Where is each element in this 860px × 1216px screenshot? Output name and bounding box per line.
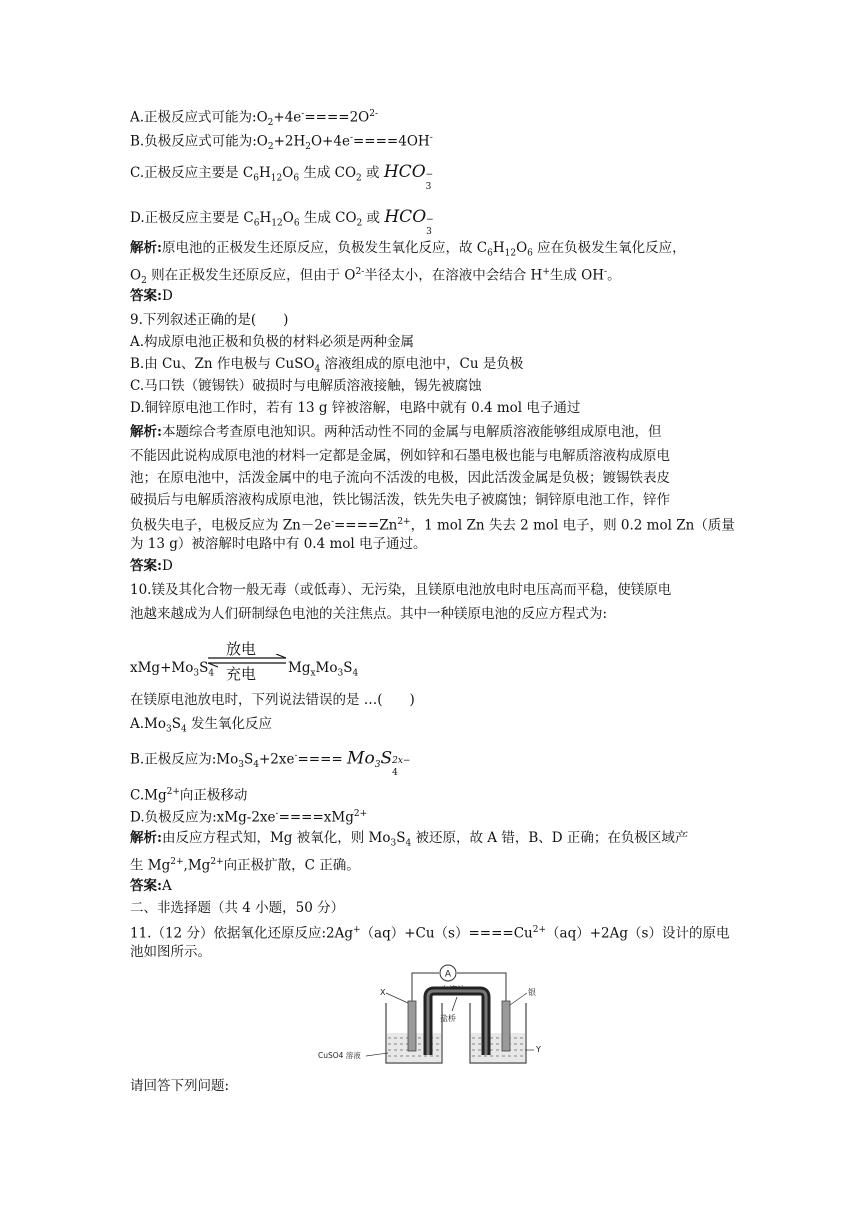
q8-option-d: D.正极反应主要是 $C_6H_{12}O_6$ 生成 $CO_2$ 或 HCO − 3 <box>130 207 434 237</box>
q11-stem-line1: 11.（12 分）依据氧化还原反应$:2Ag^+(aq)+Cu(s)====Cu^{2+}(aq)+2Ag(s)$设计的原电 <box>130 925 730 942</box>
q10-question: 在镁原电池放电时，下列说法错误的是 …( ) <box>130 692 415 708</box>
hco3-formula: HCO <box>383 162 426 182</box>
silver-label: 银 <box>528 988 536 997</box>
q9-answer: 答案:D <box>130 558 173 574</box>
electrode-x <box>408 1001 416 1051</box>
q8-analysis-line1: 解析:原电池的正极发生还原反应，负极发生氧化反应，故 $C_6H_{12}O_6$ 应在负极发生氧化反应， <box>130 240 686 259</box>
ammeter-label: A <box>444 969 452 980</box>
galvanic-cell-diagram <box>316 963 548 1073</box>
electrode-silver <box>502 1001 510 1051</box>
q9-stem: 9.下列叙述正确的是( ) <box>130 312 289 328</box>
q9-analysis-line2: 不能因此说构成原电池的材料一定都是金属，例如锌和石墨电极也能与电解质溶液构成原电 <box>130 448 670 464</box>
equation-right: $Mg_xMo_3S_4$ <box>288 660 359 679</box>
q10-analysis-line1: 解析:由反应方程式知，Mg 被氧化，则 $Mo_3S_4$ 被还原，故 A 错，B、D 正确；在负极区域产 <box>130 830 689 849</box>
q9-analysis-line6: 为 13 g）被溶解时电路中有 0.4 mol 电子通过。 <box>130 536 427 552</box>
reaction-equation <box>130 636 430 684</box>
q8-option-c: C.正极反应主要是 $C_6H_{12}O_6$ 生成 $CO_2$ 或 HCO − 3 <box>130 162 434 192</box>
right-solution <box>471 1033 525 1062</box>
q8-option-a: A.正极反应式可能为$:O_2+4e^-====2O^{2-}$ <box>130 109 379 129</box>
q10-analysis-line2: 生 $Mg^{2+},Mg^{2+}$向正极扩散，C 正确。 <box>130 857 360 874</box>
q9-analysis-line1: 解析:本题综合考查原电池知识。两种活动性不同的金属与电解质溶液能够组成原电池，但 <box>130 424 662 440</box>
equation-charge-label: 充电 <box>226 665 257 683</box>
q9-option-b: B.由 Cu、Zn 作电极与 CuSO$_4$ 溶液组成的原电池中，Cu 是负极 <box>130 356 524 375</box>
q10-answer: 答案:A <box>130 878 172 894</box>
q9-analysis-line3: 池；在原电池中，活泼金属中的电子流向不活泼的电极，因此活泼金属是负极；镀锡铁表皮 <box>130 470 670 486</box>
q10-option-d: D.负极反应为:xMg-2xe-====xMg$^{2+}$ <box>130 809 368 826</box>
q8-answer: 答案:D <box>130 288 173 304</box>
y-label: Y <box>536 1045 541 1054</box>
q9-option-d: D.铜锌原电池工作时，若有 13 g 锌被溶解，电路中就有 0.4 mol 电子通过 <box>130 400 581 416</box>
salt-bridge-label: 盐桥 <box>440 1014 456 1023</box>
q11-prompt: 请回答下列问题: <box>130 1078 230 1094</box>
q10-option-a: $A.Mo_3S_4$ 发生氧化反应 <box>130 716 273 735</box>
q8-option-b: B.负极反应式可能为$:O_2+2H_2O+4e^-====4OH^-$ <box>130 133 433 153</box>
q9-analysis-line4: 破损后与电解质溶液构成原电池，铁比锡活泼，铁先失电子被腐蚀；铜锌原电池工作，锌作 <box>130 492 670 508</box>
equation-discharge-label: 放电 <box>226 640 257 658</box>
q9-option-c: C.马口铁（镀锡铁）破损时与电解质溶液接触，锡先被腐蚀 <box>130 378 482 394</box>
q10-option-c: $C.Mg^{2+}$向正极移动 <box>130 787 248 804</box>
hco3-formula: HCO <box>384 207 427 227</box>
q10-option-b: B.正极反应为$:Mo_3S_4+2xe^-==== Mo_3S$ 2x− 4 <box>130 748 411 779</box>
q10-stem-line1: 10.镁及其化合物一般无毒（或低毒）、无污染，且镁原电池放电时电压高而平稳，使镁原电 <box>130 582 672 598</box>
q9-option-a: A.构成原电池正极和负极的材料必须是两种金属 <box>130 334 415 350</box>
q11-stem-line2: 池如图所示。 <box>130 944 211 960</box>
q8-analysis-line2: $O_2$ 则在正极发生还原反应，但由于 $O^{2-}$半径太小，在溶液中会结合 H+生成 OH-。 <box>130 267 621 287</box>
ammeter-caption: 电流计 <box>441 985 465 994</box>
solution-label: CuSO4 溶液 <box>318 1051 361 1060</box>
section-title: 二、非选择题（共 4 小题，50 分） <box>130 900 345 916</box>
q9-analysis-line5: 负极失电子，电极反应为 $Zn-2e^-====Zn^{2+}$，1 mol Zn 失去 2 mol 电子，则 0.2 mol Zn（质量 <box>130 517 735 534</box>
equation-left: $xMg+Mo_3S_4$ <box>130 660 215 679</box>
x-label: X <box>380 988 386 997</box>
galvanic-cell-figure <box>316 963 548 1073</box>
q10-stem-line2: 池越来越成为人们研制绿色电池的关注焦点。其中一种镁原电池的反应方程式为: <box>130 606 608 622</box>
